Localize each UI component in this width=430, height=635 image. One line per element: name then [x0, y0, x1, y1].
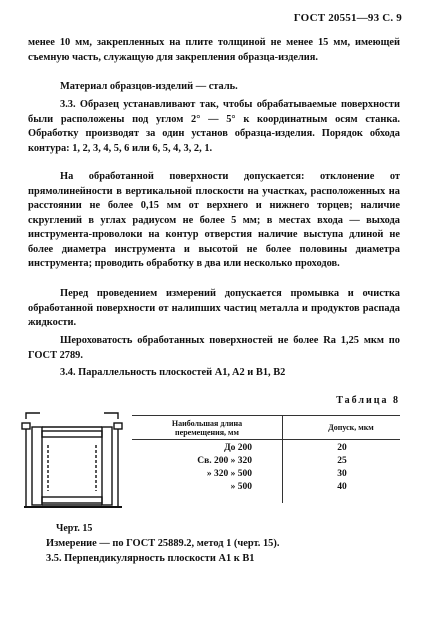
table-header-row — [132, 415, 400, 440]
paragraph-3: 3.3. Образец устанавливают так, чтобы обрабатываемые поверхности были расположены под углом 2° — 5° к координатным осям станка. Обработку производят за один установ образца-изделия. Порядок обхода контура: 1, 2, 3, 4, 5, 6 или 6, 5, 4, 3, 2, 1. — [28, 99, 400, 154]
section-3-5-heading: 3.5. Перпендикулярность плоскости A1 к B1 — [46, 552, 255, 564]
paragraph-7: 3.4. Параллельность плоскостей A1, A2 и B1, B2 — [60, 367, 286, 378]
paragraph-1: менее 10 мм, закрепленных на плите толщиной не менее 15 мм, имеющей съемную часть, служащую для закрепления образца-изделия. — [28, 37, 400, 63]
table-row — [132, 482, 400, 493]
table-cell-tolerance: 20 — [337, 443, 347, 453]
table-row — [132, 443, 400, 454]
table-cell-length: » 320 » 500 — [206, 469, 252, 479]
table-cell-length: До 200 — [224, 443, 252, 453]
footer-text — [28, 537, 400, 566]
measurement-method-line: Измерение — по ГОСТ 25889.2, метод 1 (черт. 15). — [46, 538, 280, 549]
paragraph-2: Материал образцов-изделий — сталь. — [60, 81, 238, 92]
table-title: Таблица 8 — [336, 395, 400, 406]
table-cell-tolerance: 30 — [337, 469, 347, 479]
page-header: ГОСТ 20551—93 С. 9 — [293, 12, 402, 24]
table-row — [132, 456, 400, 467]
table-header-tolerance: Допуск, мкм — [328, 423, 374, 432]
table-cell-length: Св. 200 » 320 — [197, 456, 252, 466]
table-cell-length: » 500 — [230, 482, 252, 492]
paragraph-5: Перед проведением измерений допускается промывка и очистка обработанной поверхности от налипших частиц металла и продуктов распада жидкости. — [28, 288, 400, 328]
table-row — [132, 469, 400, 480]
paragraph-4: На обработанной поверхности допускается: отклонение от прямолинейности в вертикальной плоскости на участках, расположенных на расстоянии не более 0,15 мм от верхнего и нижнего торцев; наличие скруглений в углах радиусом не более 5 мм; в местах входа — выхода инструмента-проволоки на контур отверстия наличие выступа длиной не более диаметра инструмента и высотой не более половины диаметра инструмента; проводить обработку в два или несколько проходов. — [28, 171, 400, 269]
tolerance-table — [132, 415, 400, 503]
table-cell-tolerance: 25 — [337, 456, 347, 466]
table-cell-tolerance: 40 — [337, 482, 347, 492]
figure-caption: Черт. 15 — [56, 523, 93, 534]
measurement-diagram — [18, 405, 128, 520]
table-header-length: Наибольшая длина перемещения, мм — [171, 419, 243, 437]
paragraph-6: Шероховатость обработанных поверхностей не более Ra 1,25 мкм по ГОСТ 2789. — [28, 335, 400, 361]
